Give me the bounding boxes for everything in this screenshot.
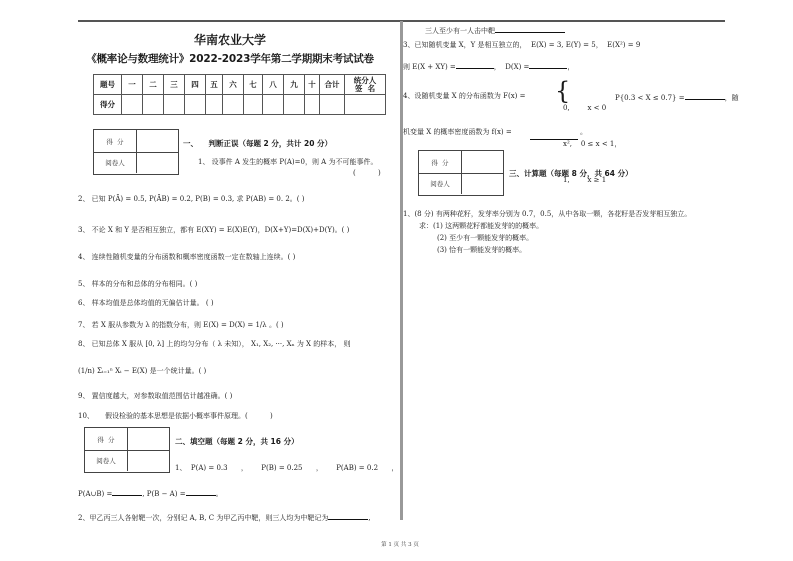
score-entry[interactable] bbox=[128, 428, 169, 451]
fill-q4-line2: 机变量 X 的概率密度函数为 f(x) = bbox=[403, 128, 512, 136]
reviewer-label: 阅卷人 bbox=[94, 152, 137, 173]
reviewer-entry[interactable] bbox=[128, 450, 169, 472]
score-label: 得 分 bbox=[419, 151, 462, 174]
judgment-q7: 7、 若 X 服从参数为 λ 的指数分布，则 E(X) = D(X) = 1/λ 。( ) bbox=[78, 321, 284, 329]
fill-q1-end: 。 bbox=[215, 490, 223, 498]
fill-q4-prefix: 4、设随机变量 X 的分布函数为 F(x) = bbox=[403, 92, 526, 100]
judgment-q2: 2、 已知 P(Ā) = 0.5, P(ĀB) = 0.2, P(B) = 0.3, 求 P(AB) = 0. 2。( ) bbox=[78, 195, 305, 203]
fill-q3-ask-b: ， D(X) = bbox=[493, 63, 530, 71]
score-cell[interactable] bbox=[305, 95, 320, 115]
calc-q1-line2: 求：(1) 这两颗花籽都能发芽的的概率。 bbox=[419, 222, 544, 230]
score-table bbox=[93, 74, 386, 115]
fill-q3-end: ， bbox=[567, 63, 575, 71]
fill-q4-suffix: ，随 bbox=[724, 94, 739, 102]
score-label: 得 分 bbox=[94, 130, 137, 153]
fill-q1-given: 1、 P(A) = 0.3 ， P(B) = 0.25 ， P(AB) = 0.2 ， bbox=[175, 464, 399, 472]
reviewer-label: 阅卷人 bbox=[85, 450, 128, 471]
score-cell[interactable] bbox=[263, 95, 284, 115]
fill-blank[interactable] bbox=[529, 60, 567, 69]
page-footer: 第 1 页 共 3 页 bbox=[381, 542, 419, 548]
fill-blank[interactable] bbox=[186, 487, 216, 496]
fill-q2-text: 2、甲乙丙三人各射靶一次，分别记 A, B, C 为甲乙丙中靶，则三人均为中靶记为 bbox=[78, 514, 329, 522]
fill-q4-prob-text: P{0.3 < X ≤ 0.7} = bbox=[615, 94, 685, 102]
score-cell[interactable] bbox=[143, 95, 164, 115]
fill-blank[interactable] bbox=[495, 24, 565, 33]
score-cell[interactable] bbox=[206, 95, 223, 115]
header-cell: 四 bbox=[185, 75, 206, 95]
reviewer-entry[interactable] bbox=[462, 173, 503, 195]
section3-score-box bbox=[418, 150, 504, 196]
fill-blank[interactable] bbox=[112, 487, 142, 496]
score-cell[interactable] bbox=[122, 95, 143, 115]
fill-q2-line2-text: 三人至少有一人击中靶 bbox=[425, 27, 495, 35]
exam-title: 《概率论与数理统计》2022-2023学年第二学期期末考试试卷 bbox=[86, 53, 374, 65]
fill-q1-ask-a: P(A∪B) = bbox=[78, 490, 113, 498]
calc-q1-line4: (3) 恰有一颗能发芽的概率。 bbox=[437, 246, 527, 254]
header-cell: 一 bbox=[122, 75, 143, 95]
fill-blank[interactable] bbox=[456, 60, 494, 69]
score-table-score-row bbox=[94, 95, 386, 115]
score-entry[interactable] bbox=[137, 130, 178, 153]
judgment-q1: 1、 设事件 A 发生的概率 P(A)=0，则 A 为不可能事件。 bbox=[198, 158, 378, 166]
fill-q3-ask-a: 则 E(X + XY) = bbox=[403, 63, 456, 71]
judgment-q9: 9、 置信度越大，对参数取值范围估计越准确。( ) bbox=[78, 392, 233, 400]
calc-q1-line3: (2) 至少有一颗能发芽的概率。 bbox=[437, 234, 534, 242]
fill-blank[interactable] bbox=[328, 511, 368, 520]
judgment-q8-line1: 8、 已知总体 X 服从 [0, λ] 上的均匀分布（ λ 未知）， X₁, X₂, ···, Xₙ 为 X 的样本， 则 bbox=[78, 340, 351, 348]
score-cell[interactable] bbox=[320, 95, 345, 115]
score-row-label: 得分 bbox=[94, 95, 122, 115]
score-cell[interactable] bbox=[244, 95, 263, 115]
fill-blank[interactable] bbox=[530, 131, 578, 140]
fill-q2-line1: 2、甲乙丙三人各射靶一次，分别记 A, B, C 为甲乙丙中靶，则三人均为中靶记为 , bbox=[78, 511, 371, 523]
fill-q3-line2 bbox=[403, 60, 574, 72]
judgment-q5: 5、 样本的分布和总体的分布相同。( ) bbox=[78, 280, 198, 288]
header-cell: 题号 bbox=[94, 75, 122, 95]
case-row: 0, x < 0 bbox=[563, 104, 607, 112]
grader-line-2: 签 名 bbox=[354, 83, 376, 93]
score-cell[interactable] bbox=[164, 95, 185, 115]
fill-q1-ask-b: , P(B − A) = bbox=[142, 490, 186, 498]
fill-q4-prob bbox=[615, 91, 739, 103]
header-cell: 八 bbox=[263, 75, 284, 95]
score-table-header-row bbox=[94, 75, 386, 95]
header-cell: 九 bbox=[284, 75, 305, 95]
score-cell[interactable] bbox=[185, 95, 206, 115]
score-cell[interactable] bbox=[223, 95, 244, 115]
header-cell: 合计 bbox=[320, 75, 345, 95]
judgment-q1-answer-paren[interactable]: ( ) bbox=[353, 169, 381, 177]
section1-title: 一、 判断正误（每题 2 分，共计 20 分） bbox=[183, 139, 333, 148]
reviewer-entry[interactable] bbox=[137, 152, 178, 174]
score-cell[interactable] bbox=[284, 95, 305, 115]
fill-blank[interactable] bbox=[685, 91, 725, 100]
fill-q4-line2-end: 。 bbox=[580, 128, 587, 136]
header-cell: 三 bbox=[164, 75, 185, 95]
judgment-q4: 4、 连续性随机变量的分布函数和概率密度函数一定在数轴上连续。( ) bbox=[78, 253, 296, 261]
case-row: 1, x ≥ 1 bbox=[563, 176, 607, 184]
university-title: 华南农业大学 bbox=[193, 33, 266, 47]
case-row: x², 0 ≤ x < 1， bbox=[563, 140, 622, 148]
score-entry[interactable] bbox=[462, 151, 503, 174]
score-cell[interactable] bbox=[345, 95, 386, 115]
calc-q1-line1: 1、(8 分) 有两种花籽，发芽率分别为 0.7，0.5，从中各取一颗，各花籽是否发芽相互独立。 bbox=[403, 210, 692, 218]
section2-title: 二、填空题（每题 2 分，共 16 分） bbox=[175, 437, 299, 446]
fill-q3-line1: 3、已知随机变量 X，Y 是相互独立的， E(X) = 3, E(Y) = 5， E(X²) = 9 bbox=[403, 41, 641, 49]
fill-q1-ask bbox=[78, 487, 223, 499]
grader-signature-header bbox=[345, 75, 386, 95]
reviewer-label: 阅卷人 bbox=[419, 173, 462, 194]
grader-line-1: 统分人 bbox=[353, 75, 377, 85]
header-cell: 七 bbox=[244, 75, 263, 95]
calc-q1 bbox=[403, 208, 691, 256]
case-brace-icon: { bbox=[555, 77, 571, 105]
header-cell: 五 bbox=[206, 75, 223, 95]
header-cell: 二 bbox=[143, 75, 164, 95]
judgment-q10: 10、 假设检验的基本思想是依据小概率事件原理。( ) bbox=[78, 412, 273, 420]
fill-q2-line2 bbox=[425, 24, 565, 36]
judgment-q3: 3、 不论 X 和 Y 是否相互独立，都有 E(XY) = E(X)E(Y)，D(X+Y)=D(X)+D(Y)。( ) bbox=[78, 226, 350, 234]
judgment-q6: 6、 样本均值是总体均值的无偏估计量。 ( ) bbox=[78, 299, 214, 307]
judgment-q8-line2: (1/n) Σᵢ₌₁ⁿ Xᵢ − E(X) 是一个统计量。( ) bbox=[78, 367, 207, 375]
header-cell: 十 bbox=[305, 75, 320, 95]
section2-score-box bbox=[84, 427, 170, 473]
section1-score-box bbox=[93, 129, 179, 175]
section3-title: 三、计算题（每题 8 分，共 64 分） bbox=[509, 169, 633, 178]
score-label: 得 分 bbox=[85, 428, 128, 451]
header-cell: 六 bbox=[223, 75, 244, 95]
